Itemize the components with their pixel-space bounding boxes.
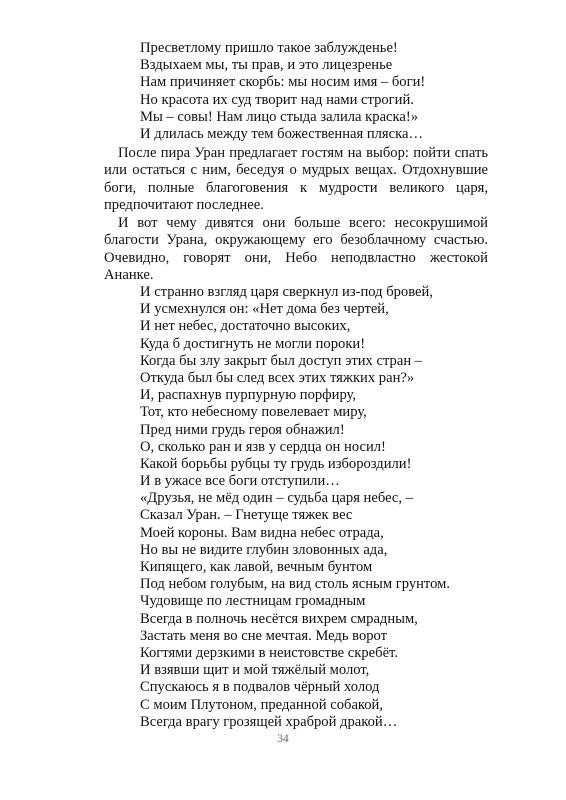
- verse-line: Вздыхаем мы, ты прав, и это лицезренье: [140, 57, 393, 74]
- verse-line: С моим Плутоном, преданной собакой,: [140, 696, 384, 713]
- verse-line: И усмехнулся он: «Нет дома без чертей,: [140, 301, 389, 318]
- verse-line: Пред ними грудь героя обнажил!: [140, 421, 345, 438]
- verse-line: Всегда врагу грозящей храброй дракой…: [140, 713, 398, 730]
- verse-line: Пресветлому пришло такое заблужденье!: [140, 40, 398, 56]
- verse-line: Спускаюсь я в подвалов чёрный холод: [140, 679, 380, 696]
- prose-paragraph-1: После пира Уран предлагает гостям на выбор: пойти спать или остаться с ним, беседуя о мудрых вещах. Отдохнувшие боги, полные благоговения к мудрости великого царя, предпочитают последнее.: [104, 145, 488, 214]
- prose-paragraph-2: И вот чему дивятся они больше всего: несокрушимой благости Урана, окружающему его безоблачному счастью. Очевидно, говорят они, Небо неподвластно жестокой Ананке.: [104, 215, 488, 284]
- page-number: 34: [277, 733, 289, 745]
- verse-line: «Друзья, не мёд один – судьба царя небес, –: [140, 490, 413, 507]
- verse-line: И, распахнув пурпурную порфиру,: [140, 387, 357, 404]
- verse-line: Всегда в полночь несётся вихрем смрадным,: [140, 610, 418, 627]
- verse-line: Кипящего, как лавой, вечным бунтом: [140, 559, 373, 575]
- verse-line: И нет небес, достаточно высоких,: [140, 318, 351, 335]
- verse-line: Застать меня во сне мечтая. Медь ворот: [140, 627, 388, 644]
- verse-line: Но вы не видите глубин зловонных ада,: [140, 541, 388, 558]
- verse-line: И длилась между тем божественная пляска…: [140, 125, 424, 142]
- verse-line: Но красота их суд творит над нами строгий.: [140, 91, 414, 108]
- verse-line: Какой борьбы рубцы ту грудь избороздили!: [140, 455, 412, 472]
- verse-line: И взявши щит и мой тяжёлый молот,: [140, 662, 370, 679]
- verse-line: Куда б достигнуть не могли пороки!: [140, 335, 366, 352]
- verse-line: Мы – совы! Нам лицо стыда залила краска!»: [140, 108, 419, 125]
- verse-line: Нам причиняет скорбь: мы носим имя – боги!: [140, 74, 426, 91]
- verse-stanza-1: [140, 40, 425, 143]
- verse-line: Под небом голубым, на вид столь ясным грунтом.: [140, 576, 451, 593]
- verse-line: Когтями дерзкими в неистовстве скребёт.: [140, 644, 398, 661]
- verse-line: И странно взгляд царя сверкнул из-под бровей,: [140, 284, 433, 300]
- verse-line: Тот, кто небесному повелевает миру,: [140, 404, 367, 421]
- verse-line: Когда бы злу закрыт был доступ этих стран –: [140, 352, 423, 369]
- verse-line: Сказал Уран. – Гнетуще тяжек вес: [140, 507, 353, 524]
- verse-line: Откуда был бы след всех этих тяжких ран?»: [140, 369, 415, 386]
- verse-line: Чудовище по лестницам громадным: [140, 593, 366, 610]
- verse-line: О, сколько ран и язв у сердца он носил!: [140, 438, 386, 455]
- verse-line: И в ужасе все боги отступили…: [140, 473, 340, 490]
- verse-line: Моей короны. Вам видна небес отрада,: [140, 524, 384, 541]
- verse-stanza-2: [140, 284, 450, 731]
